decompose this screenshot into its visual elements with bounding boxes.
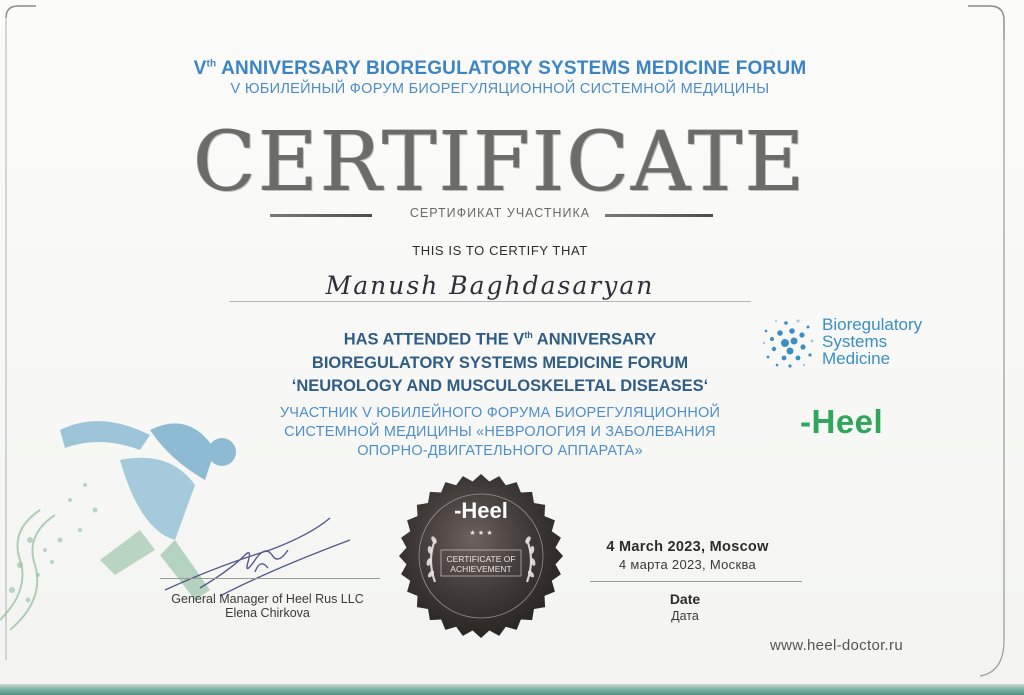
recipient-name: Manush Baghdasaryan <box>325 271 655 300</box>
attendance-line-1: HAS ATTENDED THE Vth ANNIVERSARY <box>343 330 657 349</box>
seal-brand: -Heel <box>454 498 508 523</box>
date-value-ru: 4 марта 2023, Москва <box>618 557 757 572</box>
website-link: www.heel-doctor.ru <box>770 637 903 654</box>
seal-line-1: CERTIFICATE OF <box>446 554 516 564</box>
date-label-en: Date <box>669 591 701 607</box>
attendance-ru-line-2: СИСТЕМНОЙ МЕДИЦИНЫ «НЕВРОЛОГИЯ И ЗАБОЛЕВАНИЯ <box>284 424 716 440</box>
signature-mark <box>160 510 360 600</box>
bsm-logo-line-1: Bioregulatory <box>822 315 923 334</box>
bsm-logo-line-2: Systems <box>822 332 888 351</box>
bsm-logo-line-3: Medicine <box>822 349 891 368</box>
forum-title-ru: V ЮБИЛЕЙНЫЙ ФОРУМ БИОРЕГУЛЯЦИОННОЙ СИСТЕМНОЙ МЕДИЦИНЫ <box>230 81 770 97</box>
signatory-block <box>155 592 380 620</box>
certificate-subtitle: СЕРТИФИКАТ УЧАСТНИКА <box>409 206 591 220</box>
seal-line-2: ACHIEVEMENT <box>450 564 512 574</box>
attendance-ru-line-1: УЧАСТНИК V ЮБИЛЕЙНОГО ФОРУМА БИОРЕГУЛЯЦИОННОЙ <box>279 405 721 421</box>
bsm-logo-text <box>822 316 922 367</box>
certificate-title: CERTIFICATE <box>193 115 807 210</box>
signatory-title: General Manager of Heel Rus LLC <box>171 592 364 606</box>
date-label-ru: Дата <box>671 609 699 623</box>
attendance-line-3: ‘NEUROLOGY AND MUSCULOSKELETAL DISEASES‘ <box>291 376 709 395</box>
seal-stars: ★ ★ ★ <box>469 529 493 537</box>
date-value-en: 4 March 2023, Moscow <box>606 539 769 555</box>
date-line <box>590 581 802 582</box>
name-underline <box>229 301 751 302</box>
heel-logo: -Heel <box>800 403 884 440</box>
signatory-name: Elena Chirkova <box>225 606 310 620</box>
forum-title-en: Vth ANNIVERSARY BIOREGULATORY SYSTEMS MEDICINE FORUM <box>193 58 807 79</box>
certify-text: THIS IS TO CERTIFY THAT <box>412 243 588 258</box>
signature-line <box>160 578 380 579</box>
achievement-seal <box>395 470 567 642</box>
attendance-ru-line-3: ОПОРНО-ДВИГАТЕЛЬНОГО АППАРАТА» <box>357 443 643 459</box>
attendance-line-2: BIOREGULATORY SYSTEMS MEDICINE FORUM <box>311 353 689 372</box>
